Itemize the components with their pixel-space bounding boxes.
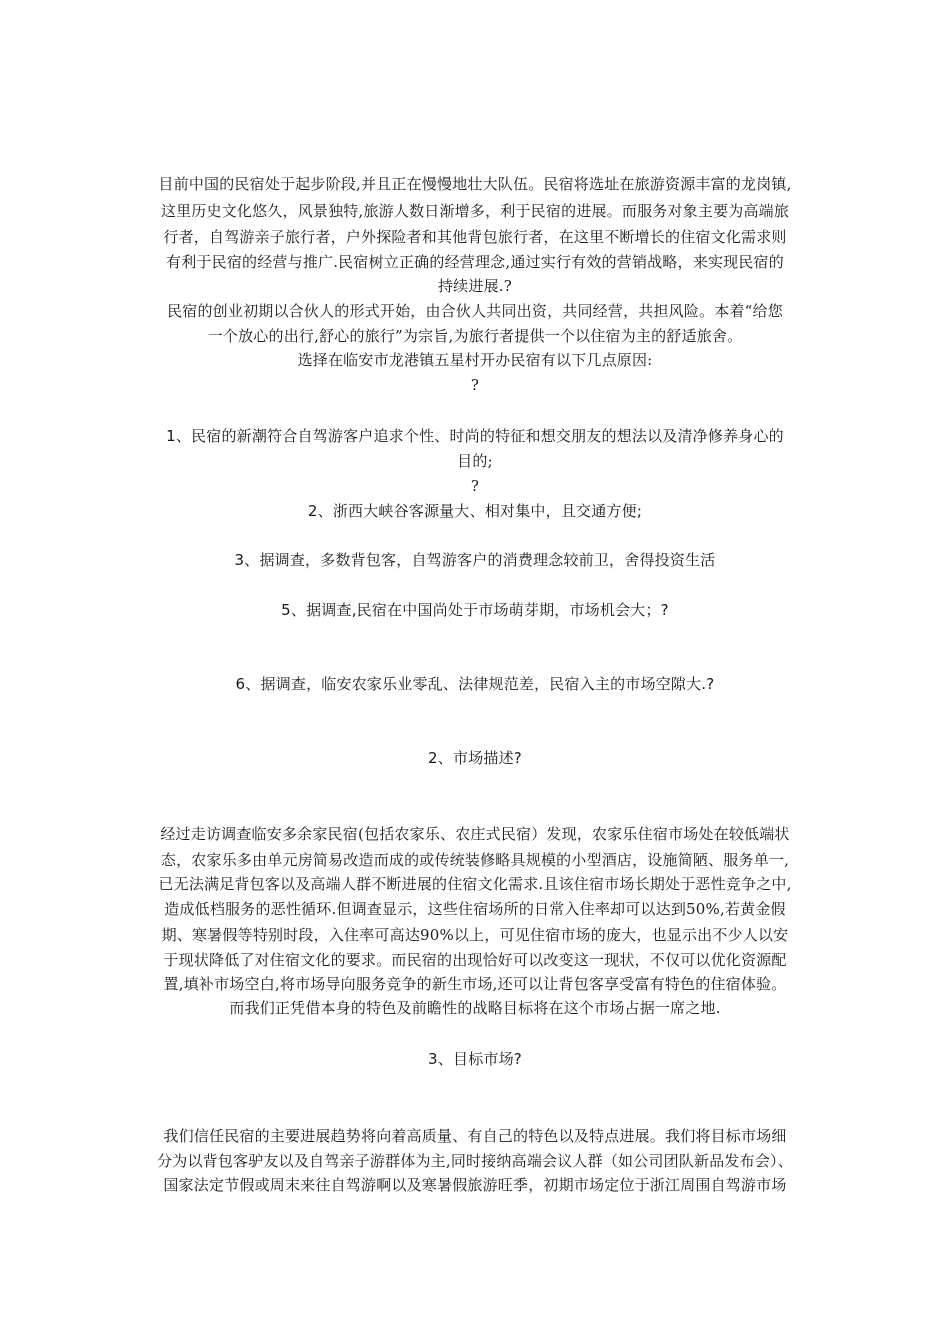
reason-5: 5、据调查,民宿在中国尚处于市场萌芽期，市场机会大；? xyxy=(281,601,669,619)
section-2-line-3: 已无法满足背包客以及高端人群不断进展的住宿文化需求.且该住宿市场长期处于恶性竞争之中, xyxy=(158,875,792,893)
section-2-line-7: 置,填补市场空白,将市场导向服务竞争的新生市场,还可以让背包客享受富有特色的住宿体验。 xyxy=(163,975,787,993)
section-2-line-8: 而我们正凭借本身的特色及前瞻性的战略目标将在这个市场占据一席之地. xyxy=(229,999,721,1017)
reason-6: 6、据调查，临安农家乐业零乱、法律规范差，民宿入主的市场空隙大.? xyxy=(235,675,715,693)
reason-2: 2、浙西大峡谷客源量大、相对集中，且交通方便; xyxy=(307,502,643,520)
section-3-line-2: 分为以背包客驴友以及自驾亲子游群体为主,同时接纳高端会议人群（如公司团队新品发布会）、 xyxy=(157,1152,793,1170)
intro-line-1: 目前中国的民宿处于起步阶段,并且正在慢慢地壮大队伍。民宿将选址在旅游资源丰富的龙岗镇, xyxy=(158,175,792,193)
section-2-line-6: 于现状降低了对住宿文化的要求。而民宿的出现恰好可以改变这一现状，不仅可以优化资源配 xyxy=(163,951,787,969)
section-3-line-3: 国家法定节假或周末来往自驾游啊以及寒暑假旅游旺季，初期市场定位于浙江周围自驾游市场 xyxy=(163,1176,787,1194)
placeholder-mark-1: ? xyxy=(470,376,480,394)
section-3-title: 3、目标市场? xyxy=(428,1050,522,1068)
partnership-line-1: 民宿的创业初期以合伙人的形式开始，由合伙人共同出资，共同经营，共担风险。本着“给您 xyxy=(167,302,783,320)
reason-1-line-2: 目的; xyxy=(457,452,493,470)
reason-1-line-1: 1、民宿的新潮符合自驾游客户追求个性、时尚的特征和想交朋友的想法以及清净修养身心的 xyxy=(166,427,784,445)
section-3-line-1: 我们信任民宿的主要进展趋势将向着高质量、有自己的特色以及特点进展。我们将目标市场细 xyxy=(163,1127,787,1145)
intro-line-2: 这里历史文化悠久，风景独特,旅游人数日渐增多，利于民宿的进展。而服务对象主要为高端旅 xyxy=(160,202,790,220)
reason-3: 3、据调查，多数背包客，自驾游客户的消费理念较前卫，舍得投资生活 xyxy=(234,551,716,569)
partnership-line-2: 一个放心的出行,舒心的旅行”为宗旨,为旅行者提供一个以住宿为主的舒适旅舍。 xyxy=(207,327,743,345)
placeholder-mark-2: ? xyxy=(470,477,480,495)
section-2-title: 2、市场描述? xyxy=(428,749,522,767)
section-2-line-2: 态，农家乐多由单元房简易改造而成的或传统装修略具规模的小型酒店，设施简陋、服务单一, xyxy=(160,851,790,869)
section-2-line-1: 经过走访调查临安多余家民宿(包括农家乐、农庄式民宿）发现，农家乐住宿市场处在较低端状 xyxy=(160,825,790,843)
reasons-heading: 选择在临安市龙港镇五星村开办民宿有以下几点原因: xyxy=(297,351,653,369)
intro-line-4: 有利于民宿的经营与推广.民宿树立正确的经营理念,通过实行有效的营销战略，来实现民宿的 xyxy=(166,253,784,271)
section-2-line-5: 期、寒暑假等特别时段，入住率可高达90%以上，可见住宿市场的庞大，也显示出不少人以安 xyxy=(161,926,789,944)
section-2-line-4: 造成低档服务的恶性循环.但调查显示，这些住宿场所的日常入住率却可以达到50%,若黄金假 xyxy=(164,900,786,918)
intro-line-5: 持续进展.? xyxy=(437,277,512,295)
intro-line-3: 行者，自驾游亲子旅行者，户外探险者和其他背包旅行者，在这里不断增长的住宿文化需求则 xyxy=(163,228,787,246)
